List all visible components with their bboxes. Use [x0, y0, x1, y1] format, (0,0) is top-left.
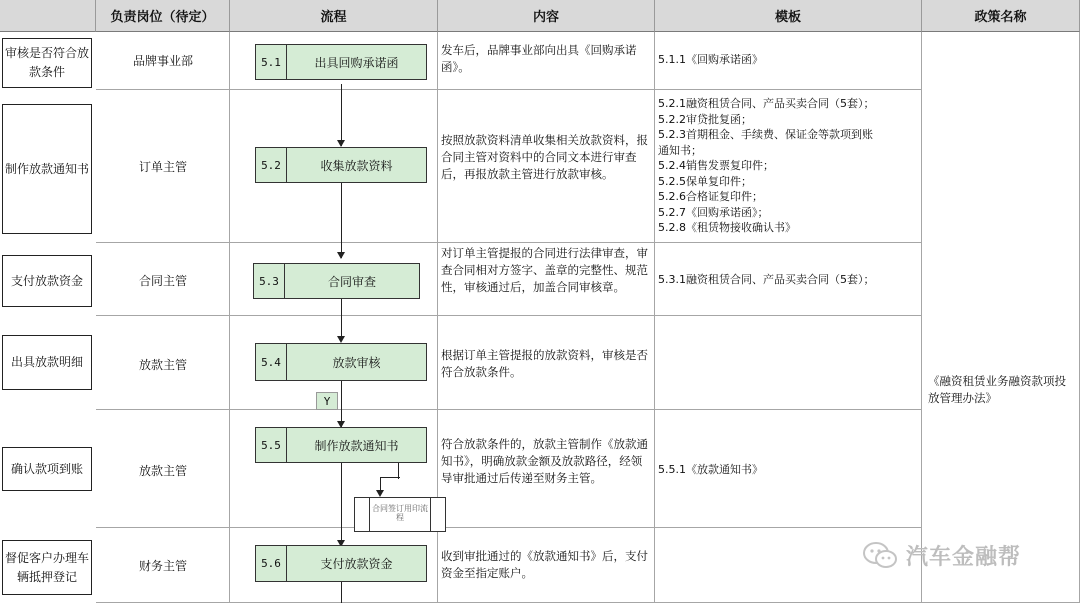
dept-2: 订单主管 — [138, 160, 187, 174]
content-1: 发车后，品牌事业部向出具《回购承诺函》。 — [441, 43, 637, 74]
content-3: 对订单主管提报的合同进行法律审查，审查合同相对方签字、盖章的完整性、规范性，审核通过后，加盖合同审核章。 — [441, 246, 648, 294]
flow-connector — [341, 84, 342, 146]
template-item: 5.2.8《租赁物接收确认书》 — [658, 221, 796, 234]
content-6: 收到审批通过的《放款通知书》后，支付资金至指定账户。 — [441, 549, 648, 580]
row-4-grid — [655, 316, 922, 410]
dept-3: 合同主管 — [138, 274, 187, 288]
watermark-text: 汽车金融帮 — [906, 545, 1022, 570]
template-item: 5.2.7《回购承诺函》； — [658, 205, 769, 219]
template-item: 5.3.1融资租赁合同、产品买卖合同（5套）； — [658, 273, 875, 286]
arrow-down-icon — [337, 336, 345, 343]
branch-line — [380, 477, 399, 478]
template-item: 5.2.6合格证复印件； — [658, 190, 763, 203]
step-number: 5.5 — [256, 428, 287, 462]
dept-4: 放款主管 — [138, 358, 187, 372]
step-number: 5.3 — [254, 264, 285, 298]
template-list-3 — [658, 272, 875, 288]
step-title: 支付放款资金 — [320, 557, 393, 571]
step-number: 5.1 — [256, 45, 287, 79]
step-box-5-1 — [255, 44, 427, 80]
header-corner — [0, 0, 96, 32]
step-title: 合同审查 — [327, 274, 376, 289]
stage-label-1: 审核是否符合放款条件 — [2, 38, 92, 88]
stage-label-2: 制作放款通知书 — [2, 104, 92, 234]
flow-connector — [341, 182, 342, 258]
policy-name: 《融资租赁业务融资款项投放管理办法》 — [928, 374, 1066, 405]
step-box-5-3 — [253, 263, 420, 299]
dept-6: 财务主管 — [138, 559, 187, 573]
header-process: 流程 — [230, 0, 438, 32]
template-item: 5.2.3首期租金、手续费、保证金等款项到账 — [658, 128, 873, 141]
policy-cell — [922, 32, 1080, 603]
step-title: 出具回购承诺函 — [314, 55, 399, 70]
content-4: 根据订单主管提报的放款资料，审核是否符合放款条件。 — [441, 348, 648, 379]
header-content: 内容 — [438, 0, 655, 32]
arrow-down-icon — [376, 490, 384, 497]
header-policy: 政策名称 — [922, 0, 1080, 32]
template-item: 通知书； — [658, 143, 702, 157]
step-number: 5.4 — [256, 344, 287, 380]
template-item: 5.2.5保单复印件； — [658, 174, 752, 188]
flow-connector — [341, 463, 342, 545]
stage-label-3: 支付放款资金 — [2, 255, 92, 307]
header-responsible: 负责岗位（待定） — [96, 0, 230, 32]
flow-connector — [341, 582, 342, 603]
template-item: 5.5.1《放款通知书》 — [658, 463, 763, 476]
flow-connector — [341, 299, 342, 341]
step-box-5-5 — [255, 427, 427, 463]
step-title: 收集放款资料 — [320, 158, 393, 173]
template-list-1 — [658, 52, 763, 68]
step-box-5-4 — [255, 343, 427, 381]
subprocess-box — [354, 497, 446, 532]
stage-label-4: 出具放款明细 — [2, 335, 92, 390]
step-title: 制作放款通知书 — [314, 438, 399, 453]
step-number: 5.2 — [256, 148, 287, 182]
watermark — [862, 540, 1021, 571]
template-item: 5.2.4销售发票复印件； — [658, 159, 774, 172]
template-item: 5.1.1《回购承诺函》 — [658, 53, 763, 66]
content-5: 符合放款条件的，放款主管制作《放款通知书》，明确放款金额及放款路径，经领导审批通过后传递至财务主管。 — [441, 437, 648, 485]
yes-label: Y — [316, 392, 338, 410]
step-box-5-6 — [255, 545, 427, 582]
step-box-5-2 — [255, 147, 427, 183]
template-list-5 — [658, 462, 763, 478]
subprocess-label: 合同签订用印流程 — [372, 504, 428, 522]
dept-5: 放款主管 — [138, 464, 187, 478]
template-item: 5.2.2审贷批复函； — [658, 112, 752, 126]
content-2: 按照放款资料清单收集相关放款资料，报合同主管对资料中的合同文本进行审查后，再报放款主管进行放款审核。 — [441, 133, 648, 181]
step-number: 5.6 — [256, 546, 287, 581]
wechat-icon — [862, 541, 898, 571]
step-title: 放款审核 — [332, 355, 381, 370]
arrow-down-icon — [337, 140, 345, 147]
header-template: 模板 — [655, 0, 922, 32]
arrow-down-icon — [337, 252, 345, 259]
stage-label-5: 确认款项到账 — [2, 447, 92, 491]
template-list-2 — [658, 96, 875, 236]
stage-label-6: 督促客户办理车辆抵押登记 — [2, 540, 92, 595]
dept-1: 品牌事业部 — [132, 54, 193, 68]
template-item: 5.2.1融资租赁合同、产品买卖合同（5套）； — [658, 97, 875, 110]
